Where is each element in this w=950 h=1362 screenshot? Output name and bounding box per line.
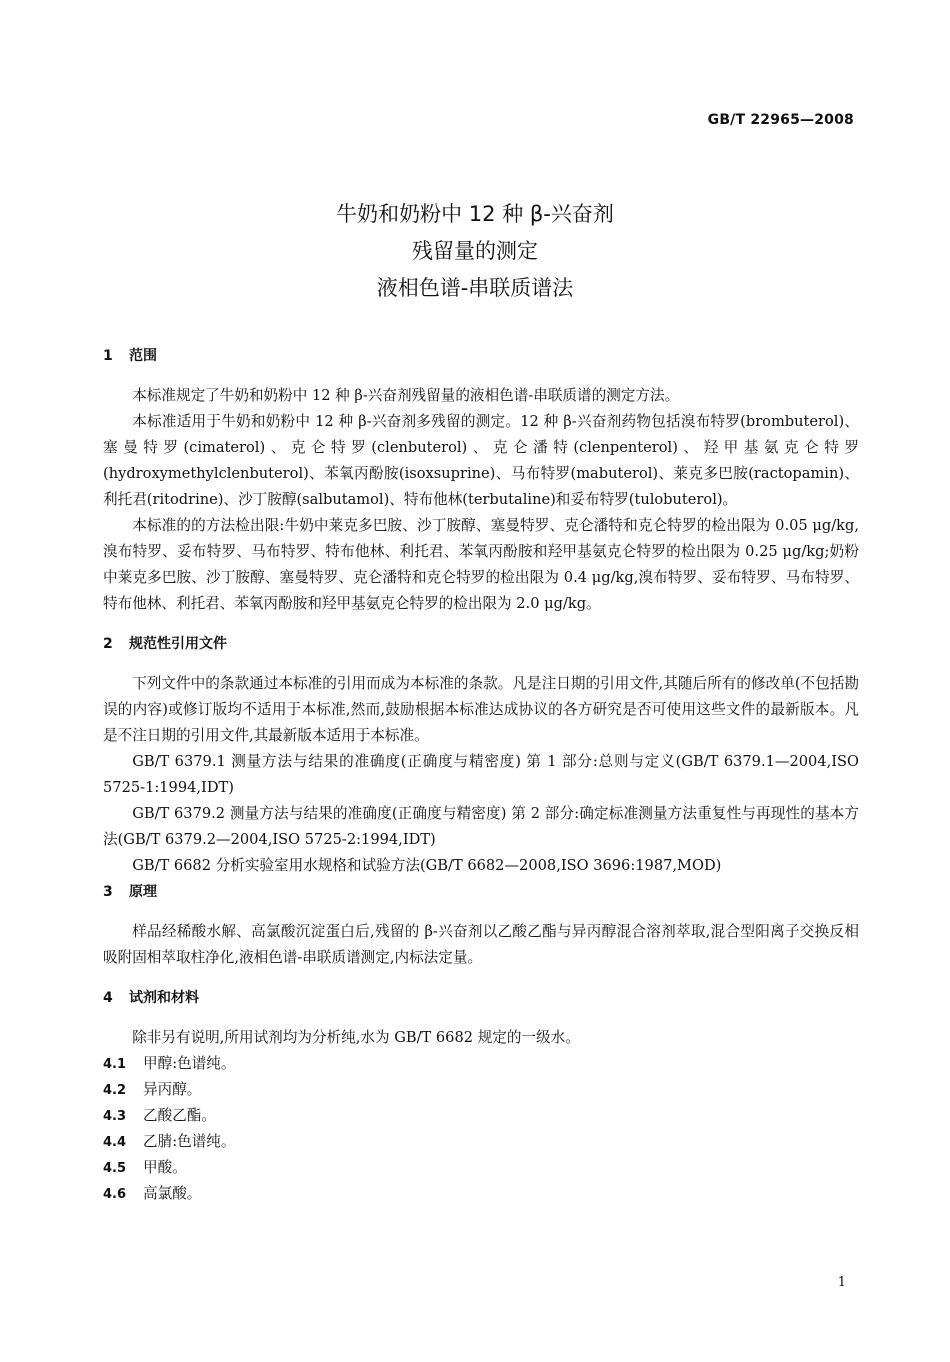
item-text: 高氯酸。 — [143, 1185, 202, 1202]
paragraph: 本标准规定了牛奶和奶粉中 12 种 β-兴奋剂残留量的液相色谱-串联质谱的测定方法。 — [132, 387, 680, 404]
list-item — [103, 1181, 859, 1207]
section-title: 范围 — [129, 348, 157, 364]
document-body — [103, 343, 859, 1207]
title-line-2: 残留量的测定 — [412, 239, 538, 263]
list-item — [103, 1155, 859, 1181]
section-heading-principle — [103, 879, 859, 905]
page-number: 1 — [837, 1275, 846, 1290]
item-number: 4.4 — [103, 1135, 127, 1150]
title-line-3: 液相色谱-串联质谱法 — [376, 276, 574, 300]
section-heading-normative-references — [103, 631, 859, 657]
section-title: 试剂和材料 — [129, 990, 199, 1006]
reference-entry: GB/T 6379.1 测量方法与结果的准确度(正确度与精密度) 第 1 部分:总则与定义(GB/T 6379.1—2004,ISO 5725-1:1994,IDT) — [103, 753, 859, 796]
paragraph: 下列文件中的条款通过本标准的引用而成为本标准的条款。凡是注日期的引用文件,其随后所有的修改单(不包括勘误的内容)或修订版均不适用于本标准,然而,鼓励根据本标准达成协议的各方研究是否可使用这些文件的最新版本。凡是不注日期的引用文件,其最新版本适用于本标准。 — [103, 675, 859, 744]
title-line-1: 牛奶和奶粉中 12 种 β-兴奋剂 — [336, 202, 614, 226]
document-title — [0, 196, 950, 307]
paragraph: 样品经稀酸水解、高氯酸沉淀蛋白后,残留的 β-兴奋剂以乙酸乙酯与异丙醇混合溶剂萃取,混合型阳离子交换反相吸附固相萃取柱净化,液相色谱-串联质谱测定,内标法定量。 — [103, 923, 859, 966]
section-number: 3 — [103, 884, 113, 900]
list-item — [103, 1051, 859, 1077]
list-item — [103, 1103, 859, 1129]
paragraph: 本标准适用于牛奶和奶粉中 12 种 β-兴奋剂多残留的测定。12 种 β-兴奋剂药物包括溴布特罗(brombuterol)、塞曼特罗(cimaterol)、克仑特罗(clenbuterol)、克仑潘特(clenpenterol)、羟甲基氨克仑特罗(hydroxymethylclenbuterol)、苯氧丙酚胺(isoxsuprine)、马布特罗(mabuterol)、莱克多巴胺(ractopamin)、利托君(ritodrine)、沙丁胺醇(salbutamol)、特布他林(terbutaline)和妥布特罗(tulobuterol)。 — [103, 413, 859, 508]
item-number: 4.3 — [103, 1109, 127, 1124]
item-number: 4.5 — [103, 1161, 127, 1176]
standard-code: GB/T 22965—2008 — [707, 112, 854, 128]
list-item — [103, 1129, 859, 1155]
item-text: 异丙醇。 — [143, 1081, 202, 1098]
item-number: 4.1 — [103, 1057, 127, 1072]
section-heading-scope — [103, 343, 859, 369]
section-number: 1 — [103, 348, 113, 364]
item-text: 甲醇:色谱纯。 — [143, 1055, 236, 1072]
item-number: 4.6 — [103, 1187, 127, 1202]
item-text: 乙酸乙酯。 — [143, 1107, 216, 1124]
paragraph: 除非另有说明,所用试剂均为分析纯,水为 GB/T 6682 规定的一级水。 — [132, 1029, 580, 1046]
section-title: 规范性引用文件 — [129, 636, 227, 652]
section-heading-reagents — [103, 985, 859, 1011]
item-text: 乙腈:色谱纯。 — [143, 1133, 236, 1150]
reference-entry: GB/T 6379.2 测量方法与结果的准确度(正确度与精密度) 第 2 部分:确定标准测量方法重复性与再现性的基本方法(GB/T 6379.2—2004,ISO 5725-2:1994,IDT) — [103, 805, 859, 848]
item-text: 甲酸。 — [143, 1159, 187, 1176]
list-item — [103, 1077, 859, 1103]
paragraph: 本标准的的方法检出限:牛奶中莱克多巴胺、沙丁胺醇、塞曼特罗、克仑潘特和克仑特罗的检出限为 0.05 μg/kg,溴布特罗、妥布特罗、马布特罗、特布他林、利托君、苯氧丙酚胺和羟甲基氨克仑特罗的检出限为 0.25 μg/kg;奶粉中莱克多巴胺、沙丁胺醇、塞曼特罗、克仑潘特和克仑特罗的检出限为 0.4 μg/kg,溴布特罗、妥布特罗、马布特罗、特布他林、利托君、苯氧丙酚胺和羟甲基氨克仑特罗的检出限为 2.0 μg/kg。 — [103, 517, 859, 612]
section-title: 原理 — [129, 884, 157, 900]
section-number: 2 — [103, 636, 113, 652]
reference-entry: GB/T 6682 分析实验室用水规格和试验方法(GB/T 6682—2008,ISO 3696:1987,MOD) — [132, 857, 722, 874]
section-number: 4 — [103, 990, 113, 1006]
item-number: 4.2 — [103, 1083, 127, 1098]
